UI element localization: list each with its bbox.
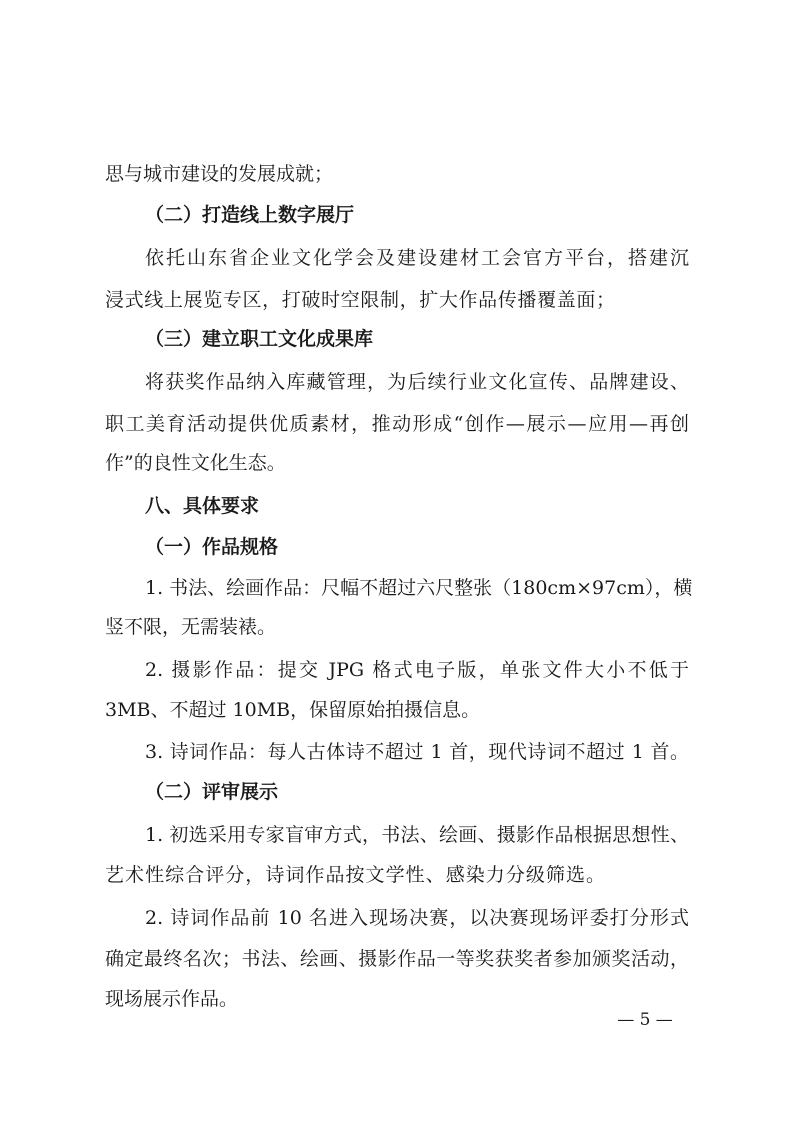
paragraph-line: 3MB、不超过 10MB，保留原始拍摄信息。 xyxy=(105,699,481,721)
paragraph-line: 2. 摄影作品：提交 JPG 格式电子版，单张文件大小不低于 xyxy=(145,659,689,681)
paragraph-line: 将获奖作品纳入库藏管理，为后续行业文化宣传、品牌建设、 xyxy=(145,371,689,393)
paragraph-line: 1. 书法、绘画作品：尺幅不超过六尺整张（180cm×97cm），横 xyxy=(145,577,693,599)
paragraph-line: 职工美育活动提供优质素材，推动形成“创作—展示—应用—再创 xyxy=(105,413,689,435)
page-number: — 5 — xyxy=(617,1010,673,1030)
paragraph-line: 思与城市建设的发展成就； xyxy=(105,163,334,185)
paragraph-line: 作”的良性文化生态。 xyxy=(105,452,286,474)
chapter-heading: 八、具体要求 xyxy=(145,495,260,517)
paragraph-line: 2. 诗词作品前 10 名进入现场决赛，以决赛现场评委打分形式 xyxy=(145,907,689,929)
paragraph-line: 确定最终名次；书法、绘画、摄影作品一等奖获奖者参加颁奖活动， xyxy=(105,948,689,970)
paragraph-line: 1. 初选采用专家盲审方式，书法、绘画、摄影作品根据思想性、 xyxy=(145,824,689,846)
paragraph-line: 艺术性综合评分，诗词作品按文学性、感染力分级筛选。 xyxy=(105,864,605,886)
paragraph-line: 现场展示作品。 xyxy=(105,988,239,1010)
paragraph-line: 3. 诗词作品：每人古体诗不超过 1 首，现代诗词不超过 1 首。 xyxy=(145,741,689,763)
paragraph-line: 依托山东省企业文化学会及建设建材工会官方平台，搭建沉 xyxy=(145,247,689,269)
section-heading: （三）建立职工文化成果库 xyxy=(145,328,374,350)
paragraph-line: 竖不限，无需装裱。 xyxy=(105,616,277,638)
section-heading: （一）作品规格 xyxy=(145,536,279,558)
paragraph-line: 浸式线上展览专区，打破时空限制，扩大作品传播覆盖面； xyxy=(105,289,615,311)
section-heading: （二）打造线上数字展厅 xyxy=(145,204,355,226)
section-heading: （二）评审展示 xyxy=(145,781,279,803)
